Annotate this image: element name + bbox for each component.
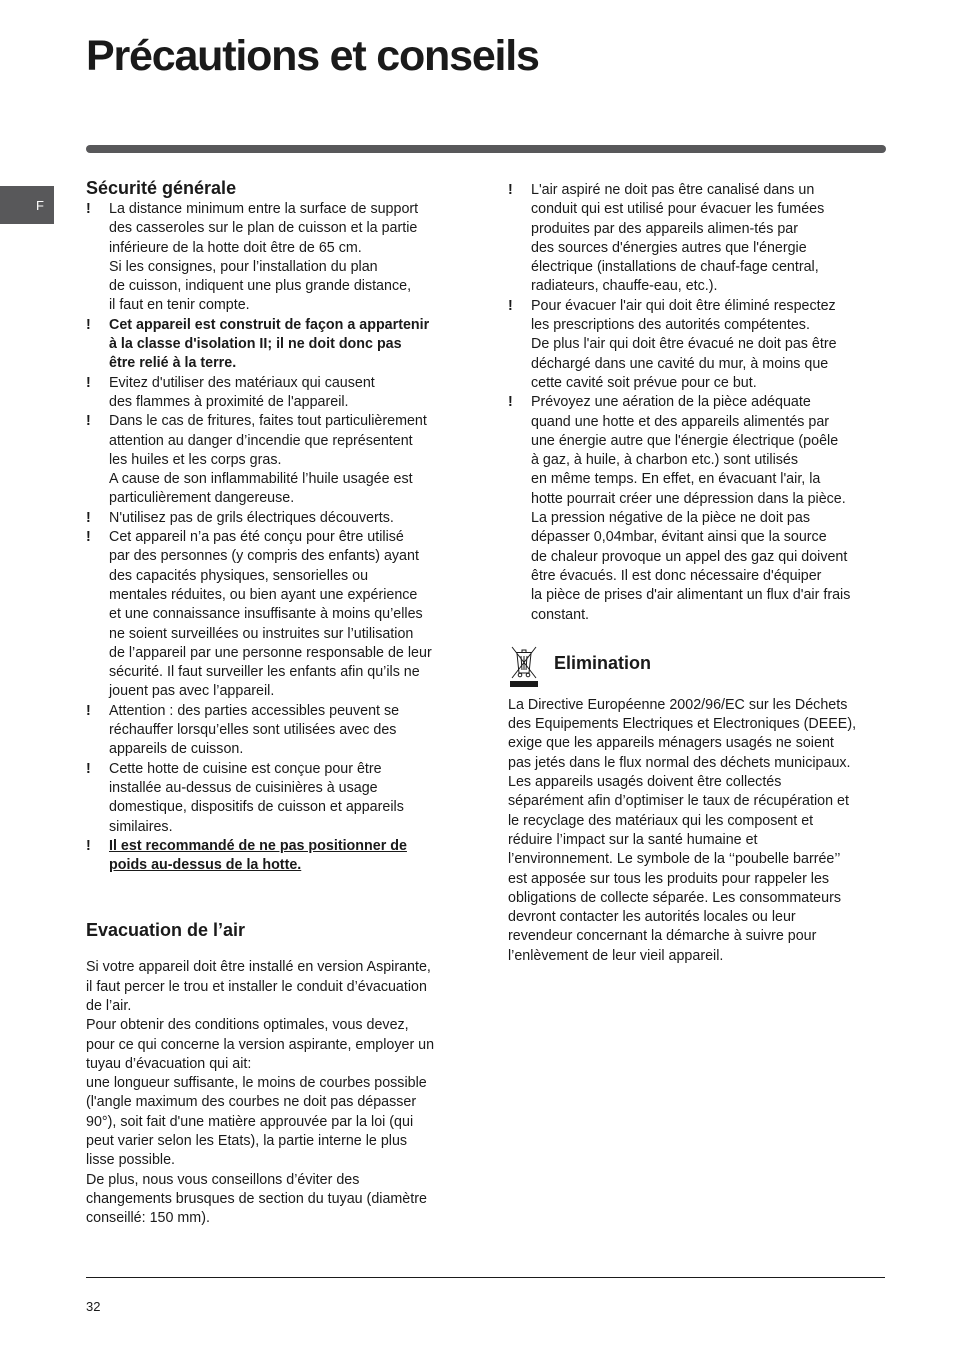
- exclamation-icon: !: [86, 837, 91, 854]
- text-line: 90°), soit fait d'une matière approuvée par la loi (qui: [86, 1113, 414, 1130]
- text-line: à gaz, à huile, à charbon etc.) sont utilisés: [531, 452, 799, 469]
- text-line: peut varier selon les Etats), la partie interne le plus: [86, 1133, 408, 1150]
- exclamation-icon: !: [86, 413, 91, 430]
- text-line: de l’air.: [86, 997, 132, 1014]
- text-line: inférieure de la hotte doit être de 65 cm.: [109, 239, 362, 256]
- text-line: Cette hotte de cuisine est conçue pour être: [109, 760, 382, 777]
- text-line: Pour obtenir des conditions optimales, vous devez,: [86, 1017, 409, 1034]
- text-line: pour ce qui concerne la version aspirante, employer un: [86, 1036, 435, 1053]
- exclamation-icon: !: [508, 394, 513, 411]
- text-line: dépasser 0,04mbar, évitant ainsi que la source: [531, 529, 827, 546]
- text-line: Dans le cas de fritures, faites tout particulièrement: [109, 413, 427, 430]
- text-line: déchargé dans une cavité du mur, à moins que: [531, 355, 829, 372]
- list-item: [86, 200, 466, 316]
- text-line: (l'angle maximum des courbes ne doit pas dépasser: [86, 1094, 417, 1111]
- text-line: réchauffer lorsqu’elles sont utilisées avec des: [109, 722, 397, 739]
- list-item: [86, 412, 466, 508]
- evacuation-heading: Evacuation de l’air: [86, 920, 246, 941]
- text-line: Cet appareil n’a pas été conçu pour être utilisé: [109, 529, 404, 546]
- text-line: l’environnement. Le symbole de la ‘‘poubelle barrée’’: [508, 851, 841, 868]
- text-line: des flammes à proximité de l'appareil.: [109, 393, 349, 410]
- list-item: [86, 374, 466, 413]
- text-line: obligations de collecte séparée. Les consommateurs: [508, 889, 841, 906]
- exclamation-icon: !: [508, 297, 513, 314]
- exclamation-icon: !: [86, 702, 91, 719]
- elimination-header: [508, 644, 888, 688]
- text-line: attention au danger d’incendie que représentent: [109, 432, 413, 449]
- exclamation-icon: !: [508, 182, 513, 198]
- exclamation-icon: !: [86, 509, 91, 526]
- language-tab: [0, 186, 54, 224]
- text-line: similaires.: [109, 818, 173, 835]
- text-line: Si les consignes, pour l’installation du plan: [109, 258, 378, 275]
- text-line: revendeur concernant la démarche à suivre pour: [508, 928, 817, 945]
- securite-list: [86, 200, 466, 875]
- exclamation-icon: !: [86, 201, 91, 217]
- text-line: devront contacter les autorités locales ou leur: [508, 909, 796, 926]
- text-line: ne soient surveillées ou instruites sur l’utilisation: [109, 625, 414, 642]
- text-line: séparément afin d’optimiser le taux de récupération et: [508, 793, 849, 810]
- text-line: des casseroles sur le plan de cuisson et la partie: [109, 220, 418, 237]
- text-line: être relié à la terre.: [109, 355, 237, 372]
- text-line: L'air aspiré ne doit pas être canalisé dans un: [531, 182, 815, 198]
- text-line: produites par des appareils alimen-tés par: [531, 220, 799, 237]
- text-line: en même temps. En effet, en évacuant l'air, la: [531, 471, 821, 488]
- text-line: le recyclage des matériaux qui les composent et: [508, 812, 814, 829]
- text-line: conduit qui est utilisé pour évacuer les fumées: [531, 201, 825, 218]
- text-line: changements brusques de section du tuyau (diamètre: [86, 1190, 427, 1207]
- text-line: Attention : des parties accessibles peuvent se: [109, 702, 400, 719]
- securite-heading: Sécurité générale: [86, 178, 237, 198]
- text-line: il faut en tenir compte.: [109, 297, 250, 314]
- text-line: radiateurs, chauffe-eau, etc.).: [531, 278, 718, 295]
- text-line: appareils de cuisson.: [109, 741, 244, 758]
- list-item: [86, 316, 466, 374]
- text-line: et une connaissance insuffisante à moins qu’elles: [109, 606, 423, 623]
- text-line: Prévoyez une aération de la pièce adéquate: [531, 394, 811, 411]
- text-line: la pièce de prises d'air alimentant un flux d'air frais: [531, 587, 851, 604]
- text-line: Evitez d'utiliser des matériaux qui causent: [109, 374, 375, 391]
- text-line: cette cavité soit prévue pour ce but.: [531, 374, 757, 391]
- text-line: domestique, dispositifs de cuisson et appareils: [109, 799, 404, 816]
- evacuation-list: [508, 181, 888, 625]
- text-line: La Directive Européenne 2002/96/EC sur les Déchets: [508, 696, 848, 713]
- text-line: A cause de son inflammabilité l’huile usagée est: [109, 471, 413, 488]
- list-item: [508, 297, 888, 393]
- text-line: poids au-dessus de la hotte.: [109, 857, 302, 874]
- text-line: Les appareils usagés doivent être collectés: [508, 774, 782, 791]
- list-item: [86, 702, 466, 760]
- text-line: La pression négative de la pièce ne doit pas: [531, 510, 810, 527]
- right-column: [508, 181, 888, 966]
- list-item: [86, 837, 466, 876]
- text-line: par des personnes (y compris des enfants) ayant: [109, 548, 419, 565]
- text-line: de chaleur provoque un appel des gaz qui doivent: [531, 548, 848, 565]
- text-line: particulièrement dangereuse.: [109, 490, 295, 507]
- text-line: Il est recommandé de ne pas positionner de: [109, 837, 407, 854]
- page-number: 32: [86, 1299, 101, 1314]
- text-line: des capacités physiques, sensorielles ou: [109, 567, 369, 584]
- text-line: quand une hotte et des appareils alimentés par: [531, 413, 830, 430]
- text-line: N'utilisez pas de grils électriques découverts.: [109, 509, 394, 526]
- text-line: les huiles et les corps gras.: [109, 451, 282, 468]
- elimination-heading: Elimination: [554, 652, 652, 673]
- language-tab-label: F: [36, 197, 44, 213]
- list-item: [508, 181, 888, 297]
- text-line: à la classe d'isolation II; il ne doit donc pas: [109, 336, 402, 353]
- text-line: La distance minimum entre la surface de support: [109, 201, 419, 217]
- text-line: lisse possible.: [86, 1152, 175, 1169]
- text-line: jouent pas avec l’appareil.: [109, 683, 275, 700]
- text-line: Cet appareil est construit de façon a appartenir: [109, 316, 430, 333]
- exclamation-icon: !: [86, 760, 91, 777]
- text-line: Si votre appareil doit être installé en version Aspirante,: [86, 959, 431, 976]
- text-line: De plus, nous vous conseillons d’éviter des: [86, 1171, 360, 1188]
- exclamation-icon: !: [86, 529, 91, 546]
- text-line: réduire l’impact sur la santé humaine et: [508, 831, 758, 848]
- text-line: mentales réduites, ou bien ayant une expérience: [109, 586, 418, 603]
- text-line: il faut percer le trou et installer le conduit d’évacuation: [86, 978, 427, 995]
- exclamation-icon: !: [86, 374, 91, 391]
- left-column: [86, 176, 466, 1229]
- text-line: une énergie autre que l'énergie électrique (poêle: [531, 432, 839, 449]
- page-title: Précautions et conseils: [86, 32, 539, 80]
- text-line: conseillé: 150 mm).: [86, 1210, 210, 1227]
- text-line: sécurité. Il faut surveiller les enfants afin qu’ils ne: [109, 664, 420, 681]
- list-item: [86, 760, 466, 837]
- text-line: être évacués. Il est donc nécessaire d'équiper: [531, 567, 822, 584]
- text-line: hotte pourrait créer une dépression dans la pièce.: [531, 490, 846, 507]
- list-item: [86, 528, 466, 702]
- text-line: constant.: [531, 606, 590, 623]
- list-item: [508, 393, 888, 625]
- title-divider: [86, 145, 886, 153]
- text-line: des Equipements Electriques et Electroniques (DEEE),: [508, 716, 857, 733]
- text-line: des sources d'énergies autres que l'énergie: [531, 239, 807, 256]
- text-line: pas jetés dans le flux normal des déchets municipaux.: [508, 754, 851, 771]
- evacuation-text: [86, 958, 466, 1228]
- text-line: est apposée sur tous les produits pour rappeler les: [508, 870, 830, 887]
- list-item: [86, 509, 466, 528]
- text-line: électrique (installations de chauf-fage central,: [531, 259, 819, 276]
- exclamation-icon: !: [86, 316, 91, 333]
- text-line: exige que les appareils ménagers usagés ne soient: [508, 735, 834, 752]
- text-line: installée au-dessus de cuisinières à usage: [109, 779, 378, 796]
- text-line: les prescriptions des autorités compétentes.: [531, 317, 810, 334]
- elimination-text: [508, 696, 888, 966]
- text-line: une longueur suffisante, le moins de courbes possible: [86, 1075, 427, 1092]
- text-line: l’enlèvement de leur vieil appareil.: [508, 947, 724, 964]
- text-line: De plus l'air qui doit être évacué ne doit pas être: [531, 336, 837, 353]
- footer-divider: [86, 1277, 885, 1278]
- crossed-out-bin-icon: [508, 644, 540, 688]
- text-line: tuyau d’évacuation qui ait:: [86, 1055, 252, 1072]
- text-line: de cuisson, indiquent une plus grande distance,: [109, 278, 412, 295]
- text-line: Pour évacuer l'air qui doit être éliminé respectez: [531, 297, 836, 314]
- text-line: de l’appareil par une personne responsable de leur: [109, 644, 432, 661]
